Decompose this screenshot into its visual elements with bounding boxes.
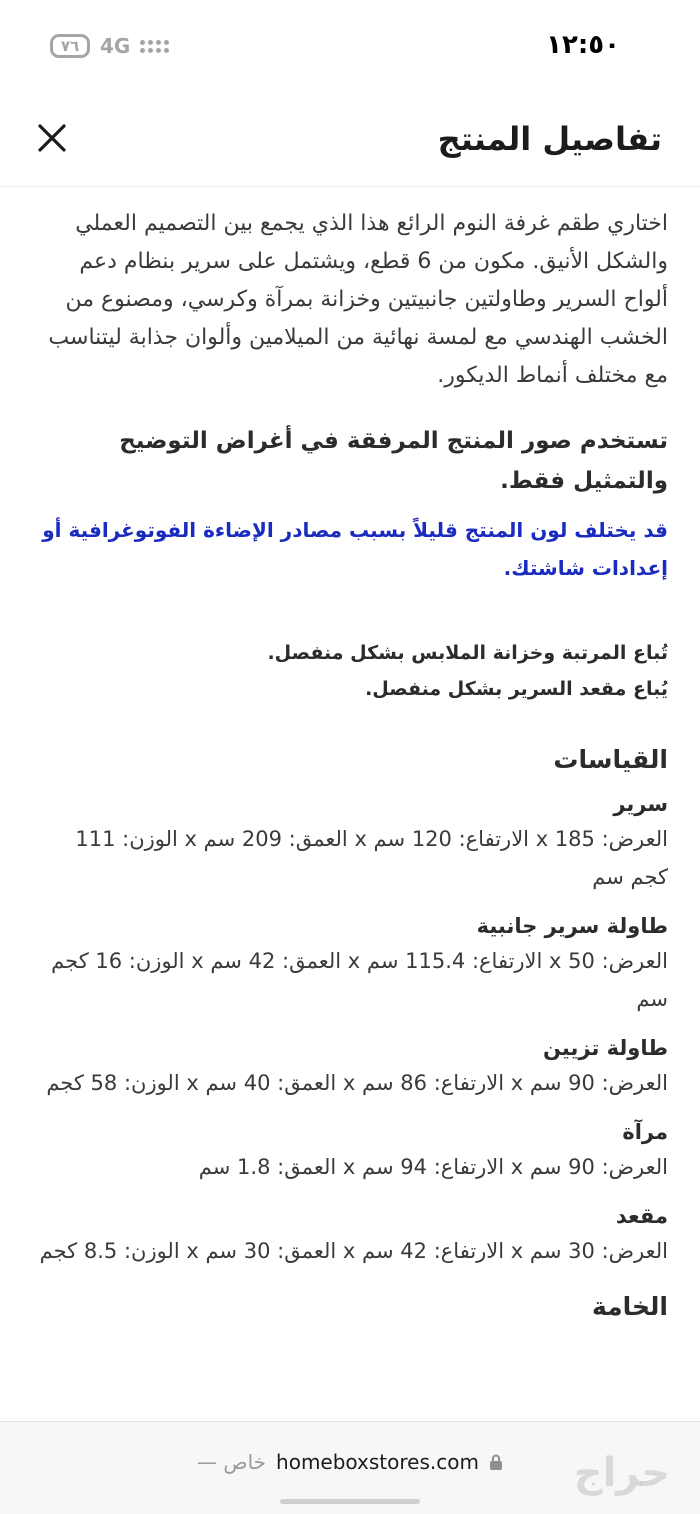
product-details	[32, 205, 668, 1424]
item-dimensions: العرض: 30 سم x الارتفاع: 42 سم x العمق: 30 سم x الوزن: 8.5 كجم	[39, 1239, 668, 1263]
private-label: — خاص	[197, 1450, 267, 1474]
url-domain[interactable]: homeboxstores.com	[276, 1450, 479, 1474]
watermark-logo: حراج	[573, 1450, 670, 1496]
measurement-item	[32, 792, 668, 896]
item-name: مرآة	[622, 1120, 668, 1144]
material-title: الخامة	[591, 1292, 668, 1321]
item-name: طاولة تزيين	[543, 1036, 668, 1060]
item-name: مقعد	[615, 1204, 668, 1228]
sheet-header	[0, 100, 700, 187]
product-description: اختاري طقم غرفة النوم الرائع هذا الذي يجمع بين التصميم العملي والشكل الأنيق. مكون من 6 قطع، ويشتمل على سرير بنظام دعم ألواح السرير وطاولتين جانبيتين وخزانة بمرآة وكرسي، ومصنوع من الخشب الهندسي مع لمسة نهائية من الميلامين وألوان جذابة ليتناسب مع مختلف أنماط الديكور.	[48, 211, 668, 388]
list-item: يُباع مقعد السرير بشكل منفصل.	[365, 678, 668, 700]
home-indicator	[280, 1499, 420, 1504]
color-note: قد يختلف لون المنتج قليلاً بسبب مصادر الإضاءة الفوتوغرافية أو إعدادات شاشتك.	[42, 518, 668, 580]
network-type: 4G	[100, 34, 131, 58]
item-dimensions: العرض: 90 سم x الارتفاع: 86 سم x العمق: 40 سم x الوزن: 58 كجم	[46, 1071, 668, 1095]
item-dimensions: العرض: 185 x الارتفاع: 120 سم x العمق: 209 سم x الوزن: 111 كجم سم	[75, 827, 668, 889]
status-bar	[0, 0, 700, 90]
lock-icon	[489, 1453, 503, 1471]
image-disclaimer: تستخدم صور المنتج المرفقة في أغراض التوضيح والتمثيل فقط.	[119, 428, 668, 494]
measurement-item	[32, 1120, 668, 1186]
measurement-item	[32, 1036, 668, 1102]
item-dimensions: العرض: 50 x الارتفاع: 115.4 سم x العمق: 42 سم x الوزن: 16 كجم سم	[51, 949, 668, 1011]
item-dimensions: العرض: 90 سم x الارتفاع: 94 سم x العمق: 1.8 سم	[198, 1155, 668, 1179]
list-item: تُباع المرتبة وخزانة الملابس بشكل منفصل.	[267, 642, 668, 664]
status-time: ١٢:٥٠	[546, 30, 620, 60]
measurements-title: القياسات	[553, 745, 668, 774]
close-button[interactable]	[30, 116, 74, 160]
measurement-item	[32, 1204, 668, 1270]
item-name: سرير	[613, 792, 668, 816]
item-name: طاولة سرير جانبية	[476, 914, 668, 938]
battery-icon: ٧٦	[50, 34, 90, 58]
status-indicators	[50, 34, 169, 58]
close-icon	[30, 116, 74, 160]
measurement-item	[32, 914, 668, 1018]
page-title: تفاصيل المنتج	[437, 120, 662, 158]
signal-icon	[140, 40, 169, 53]
sold-separately-list	[32, 635, 668, 707]
